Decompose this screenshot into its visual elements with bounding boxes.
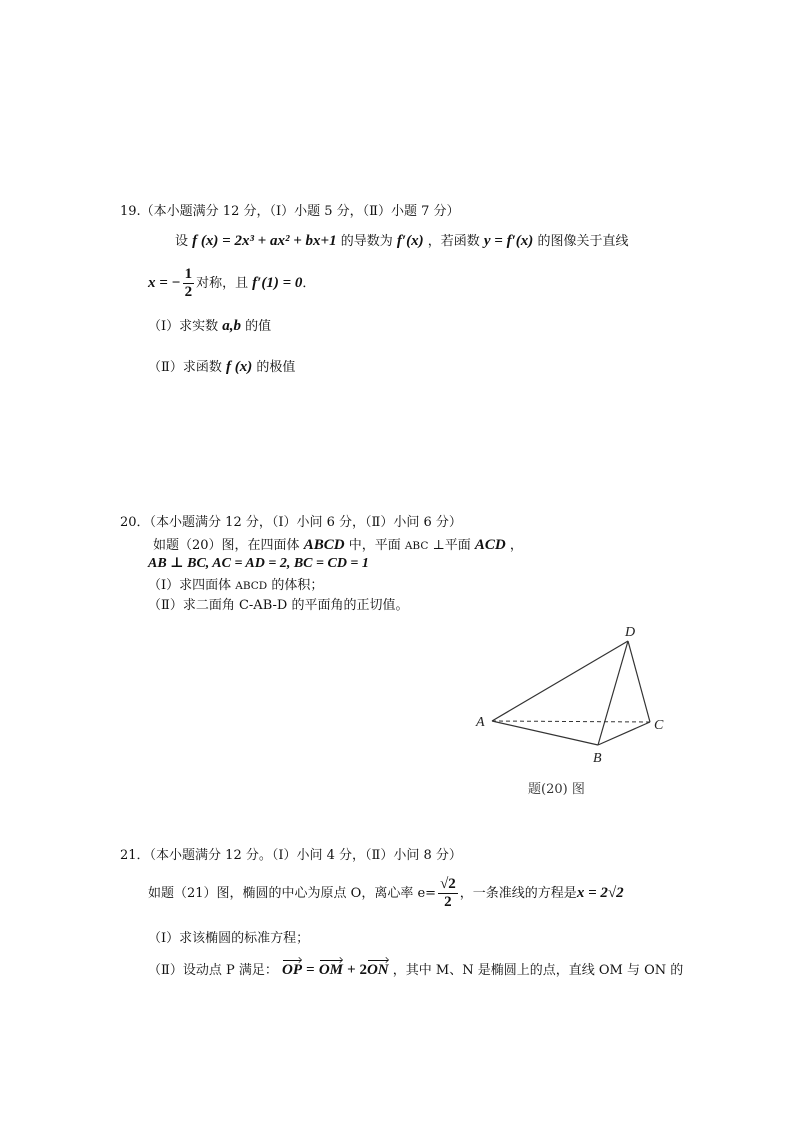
- q21-eccentricity-fraction: [438, 876, 458, 911]
- q19-function-expression: f (x) = 2x³ + ax² + bx+1: [192, 233, 337, 249]
- q19-line1-text-c: ，若函数: [427, 234, 480, 249]
- edge-ab: [492, 721, 598, 745]
- q20-part2: （Ⅱ）求二面角 C-AB-D 的平面角的正切值。: [148, 598, 409, 613]
- q21-part2-text-b: ，其中 M、N 是椭圆上的点，直线 OM 与 ON 的: [392, 963, 684, 978]
- q19-line1-text-d: 的图像关于直线: [537, 234, 629, 249]
- q21-directrix: x = 2√2: [576, 884, 624, 901]
- q21-line1-text-b: ，一条准线的方程是: [459, 885, 577, 901]
- q19-line1: [175, 234, 628, 249]
- q19-part2-text-a: （Ⅱ）求函数: [148, 360, 222, 375]
- q20-conditions: AB ⊥ BC, AC = AD = 2, BC = CD = 1: [148, 556, 369, 571]
- q19-line2-text-a: 对称，且: [196, 275, 249, 291]
- q19-axis-x: x = −: [148, 274, 181, 291]
- q20-plane-abc: ABC: [404, 540, 429, 552]
- q20-part1-text-b: 的体积；: [271, 578, 324, 593]
- q19-part2-expr: f (x): [225, 359, 253, 375]
- q19-part1-text-b: 的值: [245, 319, 272, 334]
- q20-line1: [153, 538, 523, 553]
- q21-part2: [148, 963, 683, 978]
- q19-condition: f′(1) = 0: [252, 274, 303, 291]
- q21-vector-om: OM: [318, 962, 344, 978]
- q19-derivative: f′(x): [396, 233, 424, 249]
- q21-header: 21．（本小题满分 12 分。（Ⅰ）小问 4 分，（Ⅱ）小问 8 分）: [120, 848, 462, 863]
- q20-plane-acd: ACD: [474, 537, 506, 553]
- edge-ac-hidden: [492, 721, 650, 722]
- q20-tetrahedron-name: ABCD: [303, 537, 345, 553]
- label-d: D: [625, 625, 636, 640]
- q21-equals: =: [306, 962, 315, 978]
- q19-line2-end: ．: [302, 275, 316, 291]
- q20-line1-text-a: 如题（20）图，在四面体: [153, 538, 300, 553]
- label-b: B: [593, 751, 602, 766]
- q19-part1-text-a: （Ⅰ）求实数: [148, 319, 219, 334]
- q20-part1-text-a: （Ⅰ）求四面体: [148, 578, 232, 593]
- q20-tetrahedron-figure: [470, 622, 690, 772]
- q21-part1: （Ⅰ）求该椭圆的标准方程；: [148, 931, 310, 946]
- q19-line2: [148, 266, 315, 301]
- edge-ad: [492, 641, 628, 721]
- q19-derivative-function: y = f′(x): [483, 233, 534, 249]
- q21-plus-two: + 2: [347, 962, 367, 978]
- q20-part1-abcd: ABCD: [235, 580, 268, 592]
- q19-header: 19.（本小题满分 12 分，（Ⅰ）小题 5 分，（Ⅱ）小题 7 分）: [120, 204, 460, 219]
- q19-fraction-half: [183, 266, 195, 301]
- q21-fraction-numerator: √2: [440, 876, 456, 892]
- q19-part1: [148, 319, 271, 334]
- q19-fraction-numerator: 1: [184, 266, 193, 282]
- q21-line1-text-a: 如题（21）图，椭圆的中心为原点 O，离心率 e=: [148, 885, 437, 901]
- q20-line1-text-c: ⊥平面: [432, 538, 471, 553]
- q19-line1-text-a: 设: [175, 234, 189, 249]
- q21-vector-on: ON: [366, 962, 389, 978]
- edge-cd: [628, 641, 650, 722]
- label-c: C: [654, 718, 664, 733]
- q20-line1-text-b: 中，平面: [348, 538, 401, 553]
- q19-part1-vars: a,b: [222, 318, 242, 334]
- q19-part2-text-b: 的极值: [256, 360, 296, 375]
- q20-figure-caption: 题(20) 图: [528, 782, 585, 797]
- q21-fraction-denominator: 2: [444, 893, 452, 910]
- q19-fraction-denominator: 2: [184, 283, 193, 300]
- q19-line1-text-b: 的导数为: [340, 234, 393, 249]
- q21-part2-text-a: （Ⅱ）设动点 P 满足：: [148, 963, 278, 978]
- q20-part1: [148, 579, 323, 592]
- q21-vector-op: OP: [282, 962, 302, 978]
- edge-bc: [598, 722, 650, 745]
- q20-line1-text-d: ，: [509, 538, 523, 553]
- q20-header: 20．（本小题满分 12 分，（Ⅰ）小问 6 分，（Ⅱ）小问 6 分）: [120, 515, 462, 530]
- q19-part2: [148, 360, 295, 375]
- label-a: A: [476, 715, 485, 730]
- q21-line1: [148, 876, 624, 911]
